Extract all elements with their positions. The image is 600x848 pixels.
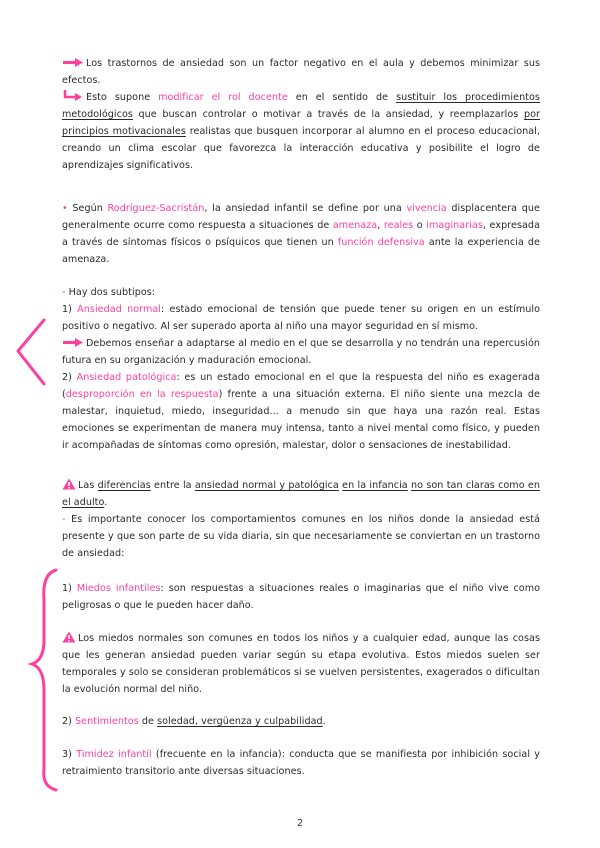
paragraph-pathological-anxiety [62, 369, 540, 454]
p8-a: Las [78, 480, 98, 491]
p3-a: Según [72, 203, 108, 214]
page-number: 2 [296, 818, 304, 829]
p11-text: Los miedos normales son comunes en todos los niños y a cualquier edad, aunque las cosas que les generan ansiedad pueden variar según su etapa evolutiva. Estos miedos suelen ser temporales y solo se consideran problemáticos si se vuelven persistentes, exagerados o dificultan la evolución normal del niño. [62, 633, 540, 695]
p8-no-tan-claras: no son tan claras como en el adulto [62, 480, 540, 508]
paragraph-anxiety-disorders [62, 55, 540, 89]
curly-brace-icon [32, 570, 56, 790]
p3-k: , expresada a través de síntomas físicos o psíquicos que tienen un [62, 220, 540, 248]
p3-i: o [413, 220, 427, 231]
p3-c: , la ansiedad infantil se define por una [204, 203, 407, 214]
p8-ansiedad-normal-patologica: ansiedad normal y patológica [194, 480, 339, 491]
p6-text: Debemos enseñar a adaptarse al medio en el que se desarrolla y no tendrán una repercusión futura en su organización y maduración emocional. [62, 338, 540, 366]
paragraph-normal-fears [62, 630, 540, 698]
p8-en-la-infancia: en la infancia [342, 480, 408, 491]
p7-num: 2) [62, 372, 77, 383]
p3-funcion-defensiva: función defensiva [337, 237, 425, 248]
p1-text: Los trastornos de ansiedad son un factor negativo en el aula y debemos minimizar sus efectos. [62, 58, 540, 86]
p12-term: Sentimientos [75, 716, 139, 727]
paragraph-fears [62, 580, 540, 614]
dash-icon: - [62, 514, 72, 525]
p8-c: entre la [150, 480, 195, 491]
p3-vivencia: vivencia [406, 203, 447, 214]
p10-term: Miedos infantiles [76, 583, 161, 594]
p8-i: . [104, 497, 108, 508]
p12-num: 2) [62, 716, 76, 727]
paragraph-feelings [62, 713, 540, 730]
p5-num: 1) [62, 304, 78, 315]
p2-e: que buscan controlar o motivar a través de la ansiedad, y reemplazarlos [132, 109, 524, 120]
p2-underline-procedimientos: sustituir los procedimientos metodológicos [62, 92, 540, 120]
turn-arrow-icon [62, 90, 84, 102]
paragraph-normal-anxiety [62, 301, 540, 335]
warning-triangle-icon [62, 478, 76, 490]
p9-text: Es importante conocer los comportamientos comunes en los niños donde la ansiedad está presente y que son parte de su vida diaria, sin que necesariamente se conviertan en un trastorno de ansiedad: [62, 514, 540, 559]
p5-rest: : estado emocional de tensión que puede tener su origen en un estímulo positivo o negativo. Al ser superado aporta al niño una mayor seguridad en sí mismo. [62, 304, 540, 332]
p13-term: Timidez infantil [76, 749, 152, 760]
p10-rest: : son respuestas a situaciones reales o imaginarias que el niño vive como peligrosas o que le pueden hacer daño. [62, 583, 541, 611]
paragraph-teacher-role [62, 89, 540, 174]
p13-num: 3) [62, 749, 77, 760]
p7-desproporcion: desproporción en la respuesta [65, 389, 219, 400]
paragraph-adapt [62, 335, 540, 369]
paragraph-shyness [62, 746, 540, 780]
p2-g: realistas que busquen incorporar al alumno en el proceso educacional, creando un clima escolar que favorezca la interacción educativa y posibilite el logro de aprendizajes significativos. [62, 126, 540, 171]
paragraph-definition [62, 200, 540, 268]
p3-m: ante la experiencia de amenaza. [62, 237, 540, 265]
p3-author: Rodríguez-Sacristán [107, 203, 205, 214]
p5-term: Ansiedad normal [77, 304, 161, 315]
p4-text: Hay dos subtipos: [68, 287, 156, 298]
p3-amenaza: amenaza [332, 220, 378, 231]
paragraph-subtypes-intro [62, 284, 540, 301]
p2-underline-principios: por principios motivacionales [62, 109, 540, 137]
p3-reales: reales [383, 220, 414, 231]
p12-underline-feelings: soledad, vergüenza y culpabilidad [157, 716, 323, 727]
p7-a: : es un estado emocional en el que la respuesta del niño es exagerada ( [62, 372, 540, 400]
right-arrow-icon [62, 337, 84, 348]
p2-c: en el sentido de [287, 92, 397, 103]
bullet-dot-icon: • [62, 203, 73, 214]
p13-rest: (frecuente en la infancia): conducta que se manifiesta por inhibición social y retraimiento transitorio ante diversas situaciones. [62, 749, 541, 777]
p2-term-rol-docente: modificar el rol docente [158, 92, 288, 103]
dash-icon: - [62, 287, 69, 298]
right-arrow-icon [62, 57, 84, 68]
p3-g: , [377, 220, 384, 231]
p3-e: displacentera que generalmente ocurre como respuesta a situaciones de [62, 203, 540, 231]
left-bracket-icon [18, 320, 44, 384]
p12-c: . [322, 716, 326, 727]
p12-a: de [138, 716, 158, 727]
paragraph-common-behaviours [62, 511, 540, 562]
p7-c: ) frente a una situación externa. El niño siente una mezcla de malestar, inquietud, miedo, inseguridad... a menudo sin que haya una razón real. Estas emociones se experimentan de manera muy intensa, tanto a nivel mental como físico, y pueden ir acompañadas de síntomas como opresión, malestar, dolor o sensaciones de inestabilidad. [62, 389, 540, 451]
warning-triangle-icon [62, 631, 76, 643]
p3-imaginarias: imaginarias [426, 220, 483, 231]
p2-a: Esto supone [86, 92, 159, 103]
margin-annotations [0, 0, 60, 848]
p8-diferencias: diferencias [97, 480, 151, 491]
p7-term: Ansiedad patológica [76, 372, 177, 383]
p10-num: 1) [62, 583, 77, 594]
paragraph-differences [62, 477, 540, 511]
